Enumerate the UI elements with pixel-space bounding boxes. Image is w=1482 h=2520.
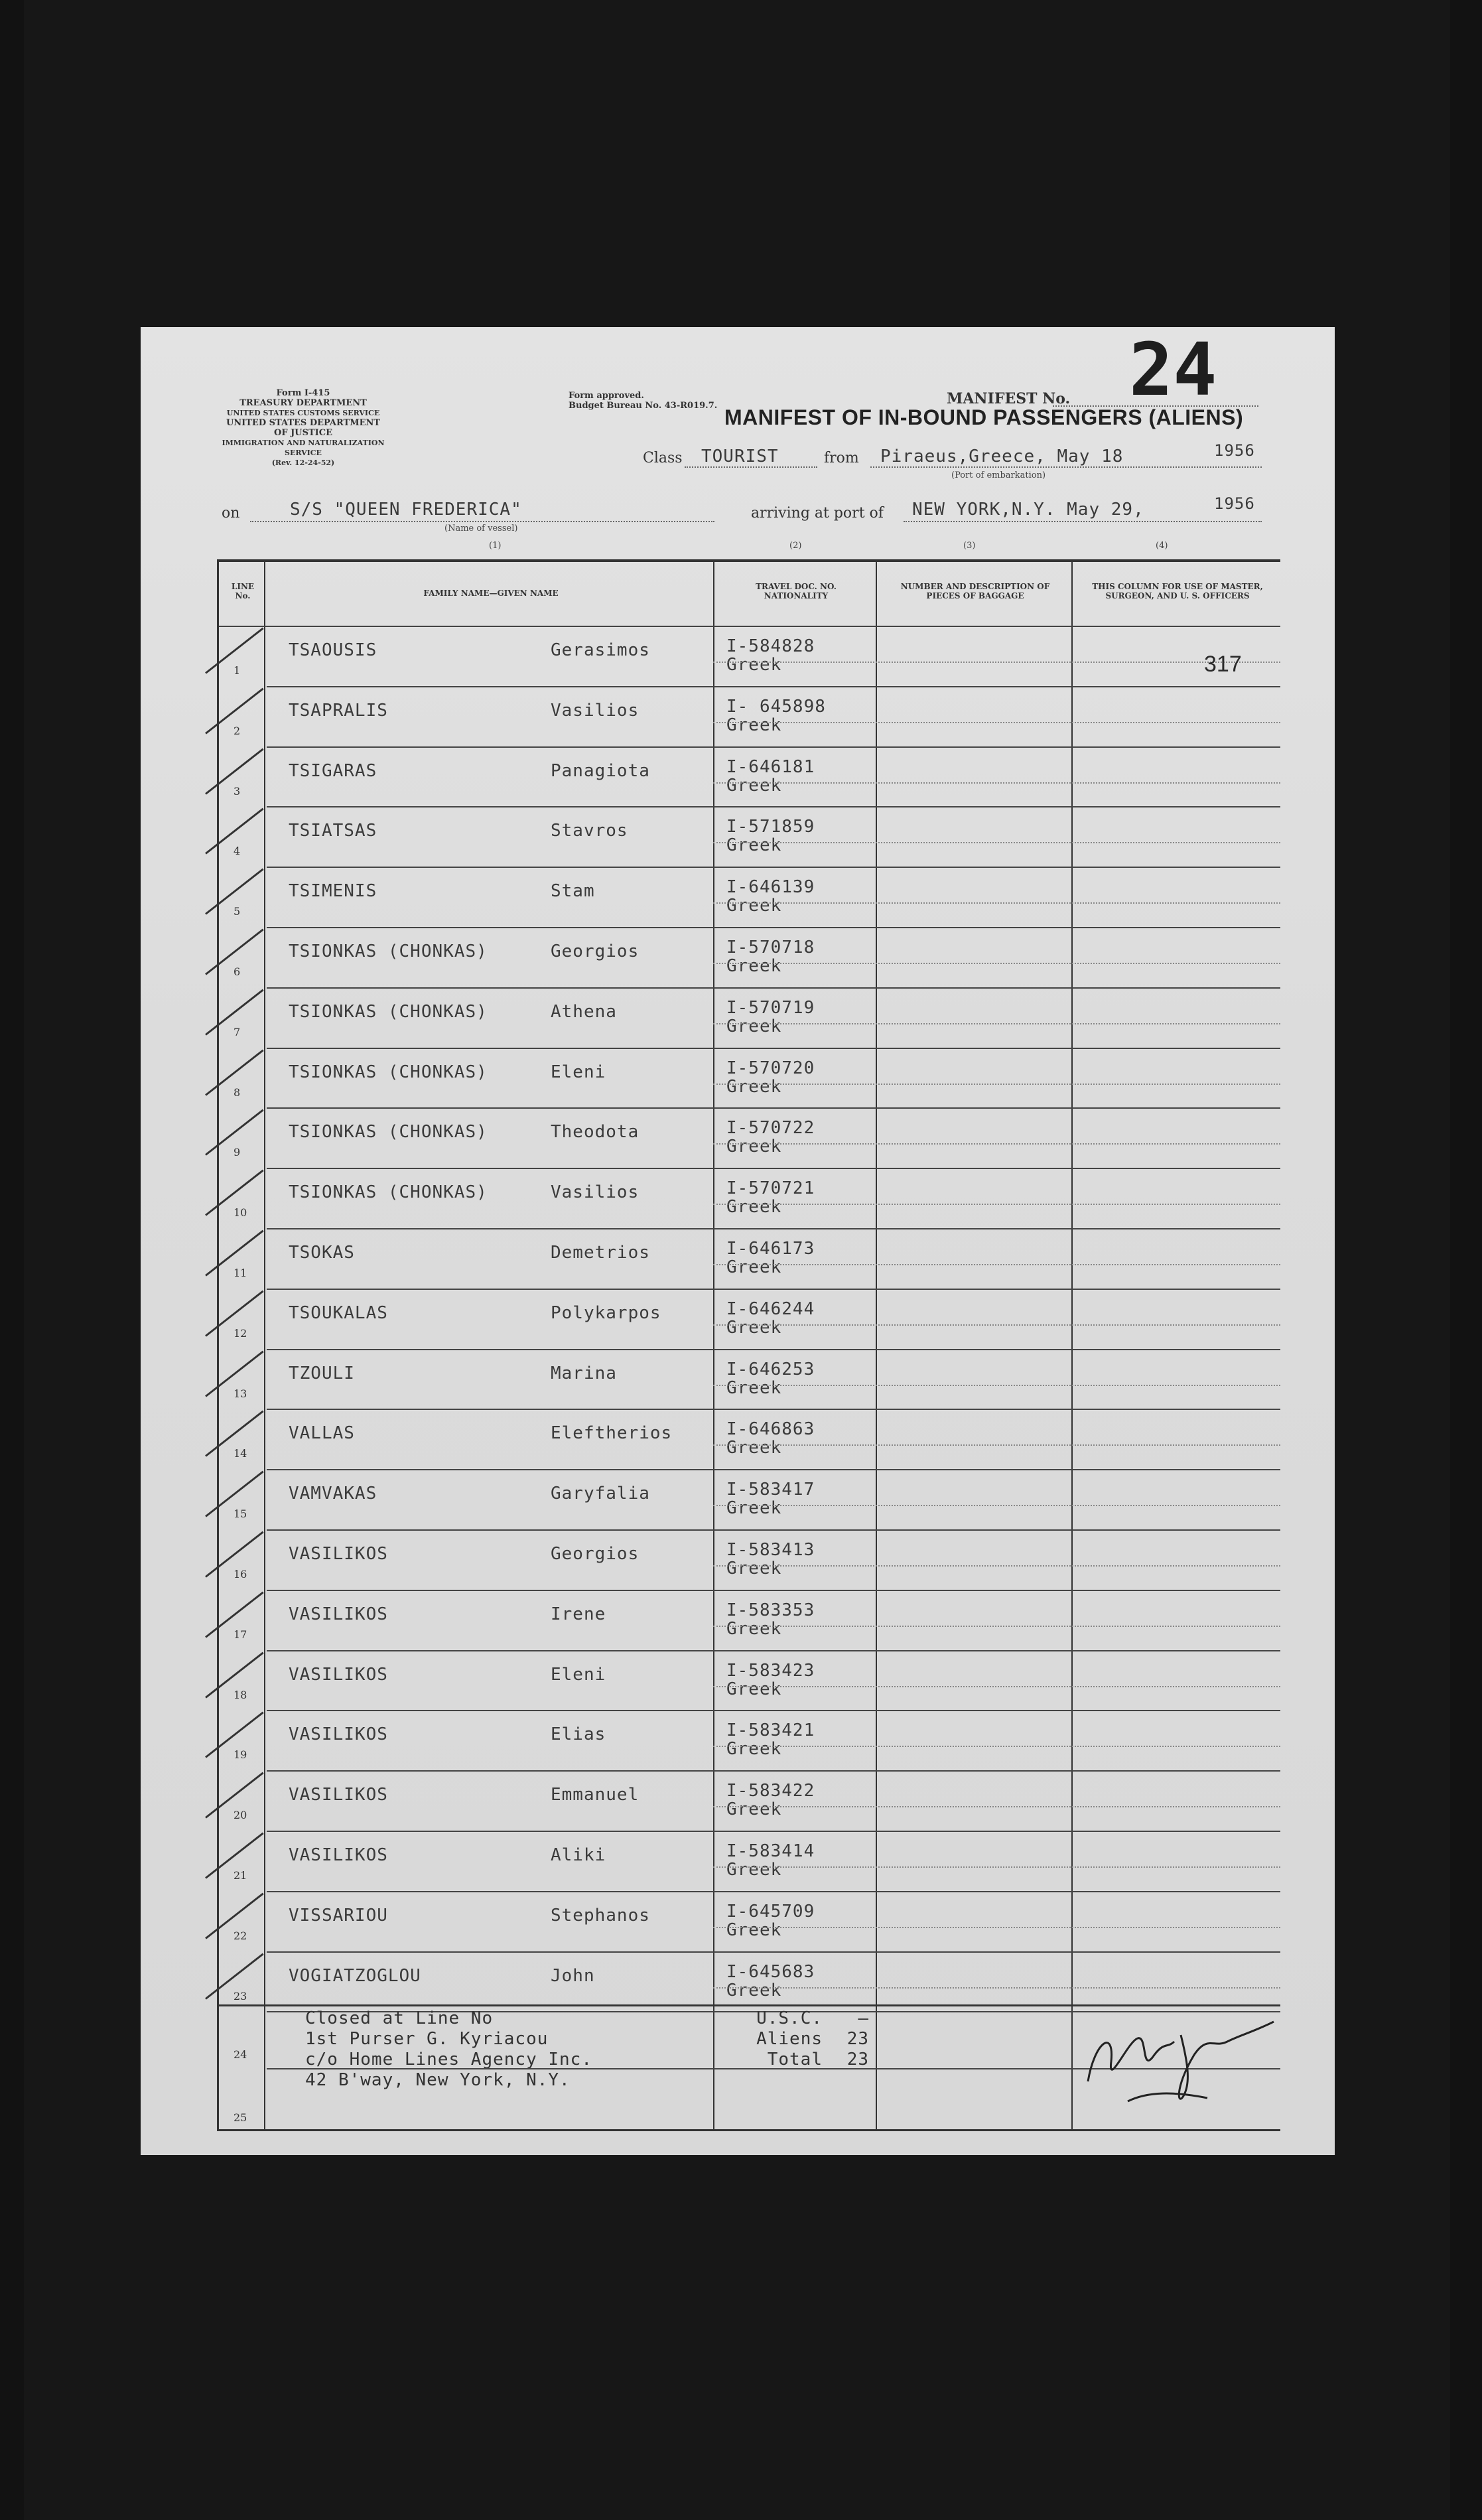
row-rule — [267, 1951, 1280, 1953]
row-dotted-rule — [713, 1505, 1280, 1506]
given-name: Panagiota — [551, 760, 650, 781]
form-id: Form I-415 — [276, 388, 330, 398]
line-number: 24 — [234, 2048, 247, 2061]
travel-doc-no: I-583421 — [726, 1720, 815, 1741]
line-number: 5 — [234, 905, 241, 918]
given-name: Elias — [551, 1724, 606, 1745]
given-name: Irene — [551, 1604, 606, 1624]
passenger-table — [217, 559, 1280, 2131]
line-number: 11 — [234, 1267, 247, 1279]
row-dotted-rule — [713, 1866, 1280, 1868]
row-rule — [267, 1048, 1280, 1049]
line-number: 3 — [234, 784, 241, 798]
travel-doc-no: I-570718 — [726, 938, 815, 957]
manifest-page — [141, 327, 1335, 2155]
nationality: Greek — [726, 1438, 782, 1458]
closing-line-3: c/o Home Lines Agency Inc. — [305, 2050, 592, 2069]
family-name: TSIMENIS — [289, 881, 377, 902]
travel-doc-no: I-570722 — [726, 1118, 815, 1139]
family-name: VAMVAKAS — [289, 1484, 377, 1504]
nationality: Greek — [726, 1197, 782, 1218]
family-name: VASILIKOS — [289, 1664, 388, 1685]
row-dotted-rule — [713, 1927, 1280, 1928]
form-revision: (Rev. 12-24-52) — [271, 458, 335, 467]
vessel-name: S/S "QUEEN FREDERICA" — [290, 500, 522, 520]
row-rule — [267, 1831, 1280, 1832]
row-dotted-rule — [713, 662, 1280, 663]
family-name: TSIONKAS (CHONKAS) — [289, 1001, 488, 1022]
nationality: Greek — [726, 1799, 782, 1820]
nationality: Greek — [726, 1980, 782, 2000]
closing-line-4: 42 B'way, New York, N.Y. — [305, 2070, 571, 2090]
row-rule — [267, 1529, 1280, 1531]
total-value: 23 — [846, 2050, 869, 2069]
form-approved: Form approved. — [569, 391, 644, 401]
family-name: VASILIKOS — [289, 1785, 388, 1805]
given-name: John — [551, 1965, 595, 1986]
travel-doc-no: I-584828 — [726, 636, 815, 656]
nationality: Greek — [726, 655, 782, 675]
row-dotted-rule — [713, 1444, 1280, 1446]
customs-service: UNITED STATES CUSTOMS SERVICE — [226, 409, 380, 417]
given-name: Theodota — [551, 1122, 640, 1143]
row-rule — [267, 746, 1280, 748]
family-name: VASILIKOS — [289, 1845, 388, 1865]
vessel-note: (Name of vessel) — [444, 524, 518, 533]
row-dotted-rule — [713, 1084, 1280, 1085]
nationality: Greek — [726, 1860, 782, 1880]
family-name: VALLAS — [289, 1423, 355, 1444]
usc-value: — — [858, 2008, 869, 2028]
travel-doc-no: I-583422 — [726, 1781, 815, 1801]
line-number: 14 — [234, 1447, 247, 1460]
row-rule — [267, 1710, 1280, 1711]
closing-line-1: Closed at Line No — [305, 2008, 494, 2028]
row-dotted-rule — [713, 1324, 1280, 1326]
line-number: 25 — [234, 2111, 247, 2124]
col-number-3: (3) — [963, 541, 976, 551]
aliens-value: 23 — [846, 2029, 869, 2049]
nationality: Greek — [726, 1739, 782, 1760]
line-number: 13 — [234, 1387, 247, 1400]
nationality: Greek — [726, 1076, 782, 1097]
travel-doc-no: I-570720 — [726, 1058, 815, 1078]
col-divider — [1071, 562, 1073, 2131]
row-rule — [267, 1770, 1280, 1772]
family-name: TSAPRALIS — [289, 700, 388, 721]
from-value: Piraeus,Greece, May 18 — [880, 447, 1124, 466]
family-name: VASILIKOS — [289, 1604, 388, 1624]
row-rule — [267, 1590, 1280, 1591]
row-rule — [267, 806, 1280, 807]
manifest-no-label: MANIFEST No. — [947, 390, 1071, 407]
given-name: Gerasimos — [551, 640, 650, 660]
line-number: 20 — [234, 1809, 247, 1822]
vessel-line — [250, 521, 714, 522]
family-name: TSIONKAS (CHONKAS) — [289, 942, 488, 961]
given-name: Eleni — [551, 1062, 606, 1082]
travel-doc-no: I-645709 — [726, 1901, 815, 1922]
row-dotted-rule — [713, 722, 1280, 723]
family-name: VASILIKOS — [289, 1724, 388, 1745]
class-value: TOURIST — [701, 447, 779, 466]
col-header-line-no: LINE No. — [231, 582, 255, 600]
travel-doc-no: I-583417 — [726, 1480, 815, 1500]
row-dotted-rule — [713, 1023, 1280, 1024]
officer-note: 317 — [1204, 652, 1242, 677]
travel-doc-no: I-583353 — [726, 1600, 815, 1620]
line-number: 18 — [234, 1688, 247, 1701]
line-number: 16 — [234, 1568, 247, 1580]
col-header-baggage: NUMBER AND DESCRIPTION OF PIECES OF BAGGAGE — [900, 582, 1050, 600]
from-line — [870, 466, 1262, 468]
from-year: 1956 — [1214, 441, 1255, 460]
row-rule — [267, 987, 1280, 989]
row-rule — [267, 686, 1280, 687]
col-header-name: FAMILY NAME—GIVEN NAME — [423, 589, 559, 598]
travel-doc-no: I-646173 — [726, 1239, 815, 1259]
line-number: 2 — [234, 724, 241, 737]
port-embark-note: (Port of embarkation) — [951, 470, 1046, 480]
line-number: 7 — [234, 1025, 241, 1038]
given-name: Georgios — [551, 1544, 640, 1564]
nationality: Greek — [726, 1317, 782, 1338]
row-rule — [267, 1409, 1280, 1410]
line-number: 19 — [234, 1748, 247, 1762]
col-divider — [264, 562, 265, 2131]
budget-bureau: Budget Bureau No. 43-R019.7. — [569, 401, 718, 411]
nationality: Greek — [726, 1016, 782, 1036]
row-rule — [267, 867, 1280, 868]
line-number: 15 — [234, 1507, 247, 1521]
given-name: Athena — [551, 1001, 617, 1022]
line-number: 6 — [234, 965, 241, 978]
nationality: Greek — [726, 835, 782, 856]
approval-block — [569, 391, 717, 411]
given-name: Stavros — [551, 821, 628, 841]
total-label: Total — [767, 2050, 823, 2069]
totals-values — [836, 2008, 869, 2070]
given-name: Demetrios — [551, 1243, 650, 1263]
row-rule — [267, 1289, 1280, 1290]
closing-line-2: 1st Purser G. Kyriacou — [305, 2029, 549, 2049]
nationality: Greek — [726, 1679, 782, 1699]
totals-labels — [750, 2008, 823, 2070]
header-rule — [219, 626, 1280, 627]
row-rule — [267, 1891, 1280, 1892]
arriving-value: NEW YORK,N.Y. May 29, — [912, 500, 1144, 520]
on-label: on — [222, 505, 240, 522]
arriving-label: arriving at port of — [751, 505, 884, 522]
travel-doc-no: I-646244 — [726, 1298, 815, 1319]
col-number-1: (1) — [489, 541, 502, 551]
travel-doc-no: I-583413 — [726, 1540, 815, 1560]
class-line — [685, 466, 817, 468]
row-rule — [267, 1228, 1280, 1229]
col-divider — [876, 562, 877, 2131]
nationality: Greek — [726, 1377, 782, 1398]
closing-block — [305, 2008, 592, 2091]
line-number: 21 — [234, 1869, 247, 1882]
row-rule — [267, 927, 1280, 928]
line-number: 10 — [234, 1206, 247, 1220]
travel-doc-no: I-646253 — [726, 1359, 815, 1379]
row-dotted-rule — [713, 1565, 1280, 1567]
given-name: Garyfalia — [551, 1484, 650, 1504]
line-number: 1 — [234, 664, 241, 677]
row-dotted-rule — [713, 1987, 1280, 1989]
row-rule — [267, 1469, 1280, 1470]
line-number: 8 — [234, 1085, 241, 1099]
arriving-line — [904, 521, 1262, 522]
row-dotted-rule — [713, 902, 1280, 904]
officer-signature — [1075, 2002, 1280, 2115]
family-name: TSOKAS — [289, 1243, 355, 1263]
arriving-year: 1956 — [1214, 494, 1255, 513]
given-name: Georgios — [551, 942, 640, 961]
travel-doc-no: I-571859 — [726, 817, 815, 837]
line-number: 9 — [234, 1146, 241, 1159]
usc-label: U.S.C. — [756, 2008, 823, 2028]
given-name: Emmanuel — [551, 1785, 640, 1805]
nationality: Greek — [726, 1257, 782, 1277]
line-number: 23 — [234, 1989, 247, 2002]
col-number-4: (4) — [1156, 541, 1168, 551]
row-dotted-rule — [713, 1143, 1280, 1145]
travel-doc-no: I-645683 — [726, 1961, 815, 1982]
aliens-label: Aliens — [756, 2029, 823, 2049]
row-dotted-rule — [713, 1806, 1280, 1807]
row-dotted-rule — [713, 1204, 1280, 1205]
travel-doc-no: I-583423 — [726, 1660, 815, 1681]
line-number: 12 — [234, 1326, 247, 1340]
page-title: MANIFEST OF IN-BOUND PASSENGERS (ALIENS) — [724, 405, 1244, 429]
nationality: Greek — [726, 1618, 782, 1639]
row-rule — [267, 1107, 1280, 1109]
family-name: TSIGARAS — [289, 760, 377, 781]
given-name: Stephanos — [551, 1905, 650, 1925]
nationality: Greek — [726, 715, 782, 735]
row-rule — [267, 1168, 1280, 1169]
row-dotted-rule — [713, 1626, 1280, 1627]
given-name: Stam — [551, 881, 595, 902]
class-label: Class — [643, 450, 683, 466]
line-number: 17 — [234, 1628, 247, 1641]
travel-doc-no: I- 645898 — [726, 696, 826, 717]
bottom-rule — [219, 2129, 1280, 2131]
family-name: VOGIATZOGLOU — [289, 1965, 421, 1986]
line-number: 22 — [234, 1929, 247, 1942]
nationality: Greek — [726, 896, 782, 916]
travel-doc-no: I-646863 — [726, 1419, 815, 1440]
nationality: Greek — [726, 1137, 782, 1157]
family-name: VASILIKOS — [289, 1544, 388, 1564]
family-name: TSIONKAS (CHONKAS) — [289, 1122, 488, 1143]
family-name: VISSARIOU — [289, 1905, 388, 1925]
family-name: TSIATSAS — [289, 821, 377, 841]
col-header-officers: THIS COLUMN FOR USE OF MASTER, SURGEON, AND U. S. OFFICERS — [1092, 582, 1263, 600]
given-name: Marina — [551, 1363, 617, 1383]
travel-doc-no: I-583414 — [726, 1841, 815, 1861]
col-number-2: (2) — [789, 541, 802, 551]
ins-service: IMMIGRATION AND NATURALIZATION SERVICE — [222, 439, 385, 457]
given-name: Vasilios — [551, 1182, 640, 1203]
nationality: Greek — [726, 1920, 782, 1940]
row-dotted-rule — [713, 1686, 1280, 1687]
justice-dept: UNITED STATES DEPARTMENT OF JUSTICE — [226, 418, 381, 438]
given-name: Aliki — [551, 1845, 606, 1865]
row-dotted-rule — [713, 842, 1280, 843]
nationality: Greek — [726, 1559, 782, 1578]
line-number: 4 — [234, 845, 241, 858]
nationality: Greek — [726, 956, 782, 976]
row-dotted-rule — [713, 963, 1280, 964]
row-dotted-rule — [713, 1264, 1280, 1265]
family-name: TSIONKAS (CHONKAS) — [289, 1062, 488, 1082]
row-rule — [267, 1650, 1280, 1651]
col-header-doc: TRAVEL DOC. NO. NATIONALITY — [756, 582, 837, 600]
given-name: Vasilios — [551, 700, 640, 721]
from-label: from — [824, 450, 859, 466]
family-name: TSOUKALAS — [289, 1302, 388, 1323]
family-name: TSAOUSIS — [289, 640, 377, 660]
row-dotted-rule — [713, 782, 1280, 784]
given-name: Eleni — [551, 1664, 606, 1685]
given-name: Polykarpos — [551, 1302, 661, 1323]
agency-block — [220, 388, 386, 468]
row-rule — [267, 1349, 1280, 1350]
col-divider — [713, 562, 714, 2131]
nationality: Greek — [726, 1498, 782, 1519]
travel-doc-no: I-570719 — [726, 997, 815, 1018]
given-name: Eleftherios — [551, 1423, 673, 1444]
family-name: TZOULI — [289, 1363, 355, 1383]
treasury-dept: TREASURY DEPARTMENT — [239, 398, 367, 408]
row-dotted-rule — [713, 1746, 1280, 1747]
travel-doc-no: I-646181 — [726, 756, 815, 777]
row-dotted-rule — [713, 1385, 1280, 1386]
family-name: TSIONKAS (CHONKAS) — [289, 1182, 488, 1203]
nationality: Greek — [726, 775, 782, 796]
travel-doc-no: I-646139 — [726, 877, 815, 898]
travel-doc-no: I-570721 — [726, 1178, 815, 1199]
manifest-number: 24 — [1129, 327, 1217, 412]
